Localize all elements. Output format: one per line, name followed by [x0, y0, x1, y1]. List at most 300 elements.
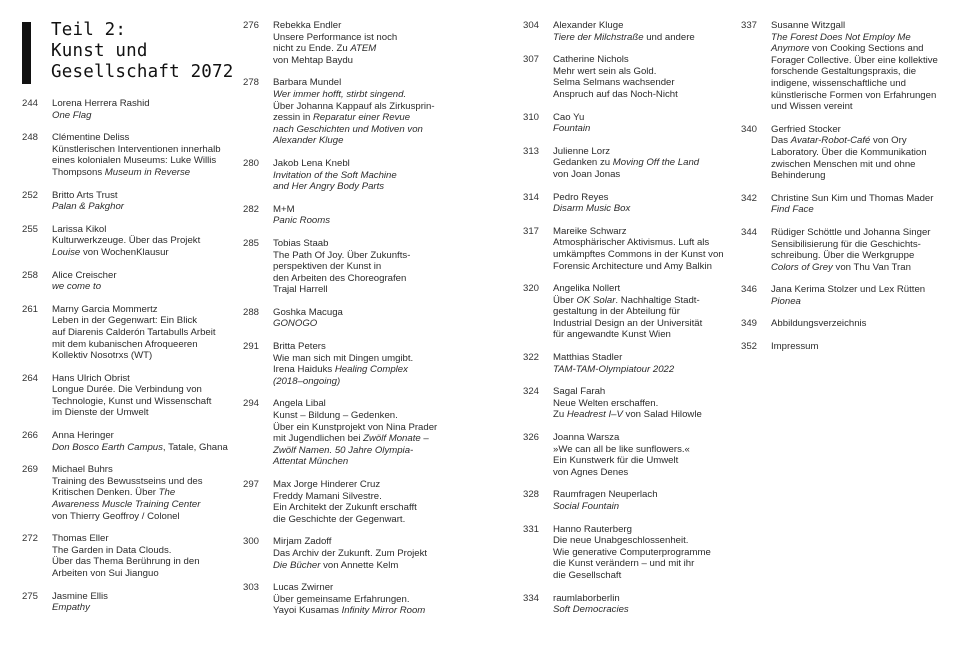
entry-text — [553, 489, 733, 512]
text-segment: den Arbeiten des Choreografen — [273, 272, 407, 284]
page-number: 255 — [22, 223, 39, 235]
text-segment: umkämpftes Commons in der Kunst von — [553, 248, 724, 260]
text-segment: zessin in — [273, 112, 313, 124]
italic-segment: Zwölf Namen. 50 Jahre Olympia- — [273, 444, 414, 456]
entry-text — [273, 341, 473, 387]
italic-segment: -Olympiatour 2022 — [595, 363, 675, 375]
entry-title-line — [273, 273, 473, 285]
entry-author — [553, 146, 733, 158]
entry-title-line — [52, 327, 232, 339]
entry-title-line — [553, 169, 733, 181]
text-segment: Max Jorge Hinderer Cruz — [273, 479, 381, 490]
text-segment: Lucas Zwirner — [273, 582, 334, 594]
entry-title-line — [273, 410, 473, 422]
text-segment: von Annette Kelm — [320, 559, 399, 571]
text-segment: Ein Architekt der Zukunft erschafft — [273, 502, 417, 514]
italic-segment: Find Face — [771, 204, 814, 216]
entry-author — [52, 270, 232, 282]
italic-segment: (2018–ongoing) — [273, 375, 341, 387]
entry-author — [52, 190, 232, 202]
text-segment: Christine Sun Kim und Thomas Mader — [771, 192, 934, 204]
text-segment: Anna Heringer — [52, 430, 114, 442]
entry-title-line — [553, 409, 733, 421]
text-segment: Irena Haiduks — [273, 364, 335, 376]
entry-text — [771, 318, 966, 330]
entry-title-line — [273, 560, 473, 572]
page-number: 275 — [22, 590, 39, 602]
entry-title-line — [771, 55, 966, 67]
italic-segment: Louise — [52, 246, 81, 258]
toc-entry[interactable] — [523, 20, 733, 43]
entry-author — [553, 226, 733, 238]
toc-entry[interactable] — [243, 77, 473, 147]
italic-segment: GONOGO — [273, 318, 318, 330]
entry-author — [52, 132, 232, 144]
entry-title-line — [771, 250, 966, 262]
text-segment: Trajal Harrell — [273, 284, 328, 296]
text-segment: Sagal Farah — [553, 386, 606, 398]
entry-title-line — [771, 90, 966, 102]
entry-title-line — [273, 89, 473, 101]
italic-segment: Alexander Kluge — [273, 135, 344, 147]
toc-entry[interactable] — [243, 582, 473, 617]
entry-title-line — [273, 605, 473, 617]
entry-text — [771, 20, 966, 113]
italic-segment: Die Bücher — [273, 559, 321, 571]
page-number: 307 — [523, 54, 540, 66]
text-segment: Mirjam Zadoff — [273, 536, 332, 548]
text-segment: Britto Arts Trust — [52, 189, 118, 201]
toc-entry[interactable] — [22, 304, 232, 362]
entry-title-line — [273, 376, 473, 388]
entry-author — [771, 193, 966, 205]
entry-author — [771, 124, 966, 136]
entry-title-line — [771, 135, 966, 147]
toc-entry[interactable] — [22, 373, 232, 419]
text-segment: Über ein Kunstprojekt von Nina Prader — [273, 421, 438, 433]
entry-text — [52, 464, 232, 522]
italic-segment: Museum in Reverse — [104, 166, 191, 178]
text-segment: von Ory — [870, 135, 907, 147]
text-segment: Forager Collective. Über eine kollektive — [771, 54, 938, 66]
text-segment: Joanna Warsza — [553, 432, 620, 444]
text-segment: für angewandte Kunst Wien — [553, 329, 671, 341]
toc-entry[interactable] — [523, 146, 733, 181]
entry-author — [273, 238, 473, 250]
page-number: 282 — [243, 203, 260, 215]
page-number: 337 — [741, 20, 758, 31]
text-segment: Susanne Witzgall — [771, 20, 846, 31]
entry-text — [52, 591, 232, 614]
toc-entry[interactable] — [741, 227, 966, 273]
entry-author — [771, 341, 966, 353]
toc-entry[interactable] — [22, 464, 232, 522]
entry-title-line — [553, 501, 733, 513]
page-number: 342 — [741, 192, 758, 204]
page-number: 344 — [741, 226, 758, 238]
entry-author — [52, 373, 232, 385]
entry-title-line — [553, 318, 733, 330]
entry-author — [52, 430, 232, 442]
entry-title-line — [553, 570, 733, 582]
entry-author — [273, 158, 473, 170]
italic-segment: Awareness Muscle Training Center — [52, 499, 201, 511]
page-number: 261 — [22, 303, 39, 315]
text-segment: von Cooking Sections and — [809, 43, 924, 55]
entry-text — [52, 224, 232, 259]
toc-entry[interactable] — [243, 20, 473, 66]
text-segment: forschende Gestaltungspraxis, die — [771, 66, 917, 78]
toc-entry[interactable] — [741, 341, 966, 353]
entry-author — [553, 432, 733, 444]
entry-title-line — [771, 170, 966, 182]
entry-text — [273, 204, 473, 227]
page-number: 310 — [523, 111, 540, 123]
page-number: 285 — [243, 237, 260, 249]
italic-segment: Palan & Pakghor — [52, 201, 124, 213]
entry-title-line — [553, 535, 733, 547]
toc-entry[interactable] — [523, 112, 733, 135]
text-segment: von WochenKlausur — [80, 246, 169, 258]
toc-column-3 — [523, 20, 733, 627]
text-segment: Jasmine Ellis — [52, 590, 108, 602]
toc-entry[interactable] — [523, 489, 733, 512]
text-segment: Catherine Nichols — [553, 54, 629, 66]
entry-text — [553, 226, 733, 272]
entry-title-line — [273, 548, 473, 560]
toc-entry[interactable] — [243, 536, 473, 571]
text-segment: Über das Thema Berührung in den — [52, 556, 200, 568]
text-segment: von Joan Jonas — [553, 168, 621, 180]
toc-entry[interactable] — [22, 190, 232, 213]
text-segment: Impressum — [771, 341, 819, 353]
entry-title-line — [52, 568, 232, 580]
italic-segment: One Flag — [52, 109, 92, 121]
entry-title-line — [553, 547, 733, 559]
page-number: 331 — [523, 523, 540, 535]
text-segment: Kritischen Denken. Über — [52, 487, 159, 499]
toc-entry[interactable] — [243, 238, 473, 296]
toc-entry[interactable] — [22, 591, 232, 614]
italic-segment: Wer immer hofft, stirbt singend. — [273, 88, 407, 100]
text-segment: Über Johanna Kappauf als Zirkusprin- — [273, 100, 435, 112]
entry-text — [553, 524, 733, 582]
entry-title-line — [553, 32, 733, 44]
italic-segment: TAM-TAM — [553, 363, 596, 375]
entry-author — [52, 591, 232, 603]
entry-title-line — [52, 167, 232, 179]
entry-title-line — [771, 159, 966, 171]
text-segment: . Nachhaltige Stadt- — [615, 294, 700, 306]
section-marker-bar — [22, 22, 31, 84]
text-segment: Laboratory. Über die Kommunikation — [771, 146, 927, 158]
entry-title-line — [273, 181, 473, 193]
italic-segment: The — [158, 487, 176, 499]
entry-text — [273, 158, 473, 193]
text-segment: Matthias Stadler — [553, 352, 623, 364]
entry-title-line — [771, 101, 966, 113]
entry-title-line — [771, 296, 966, 308]
italic-segment: Reparatur einer Revue — [313, 112, 411, 124]
text-segment: Zu — [553, 409, 567, 421]
text-segment: im Dienste der Umwelt — [52, 407, 149, 419]
section-title-line: Kunst und — [51, 41, 148, 61]
text-segment: Training des Bewusstseins und des — [52, 475, 203, 487]
entry-title-line — [52, 556, 232, 568]
italic-segment: OK Solar — [576, 294, 616, 306]
entry-title-line — [52, 487, 232, 499]
text-segment: die Geschichte der Gegenwart. — [273, 513, 406, 525]
entry-author — [553, 593, 733, 605]
text-segment: Hans Ulrich Obrist — [52, 372, 130, 384]
toc-entry[interactable] — [523, 593, 733, 616]
entry-author — [273, 479, 473, 491]
text-segment: Jakob Lena Knebl — [273, 157, 350, 169]
entry-text — [52, 430, 232, 453]
toc-column-2 — [243, 20, 473, 628]
entry-title-line — [553, 77, 733, 89]
entry-title-line — [52, 350, 232, 362]
page-number: 322 — [523, 352, 540, 364]
text-segment: Lorena Herrera Rashid — [52, 98, 150, 109]
toc-entry[interactable] — [741, 284, 966, 307]
entry-text — [52, 98, 232, 121]
page-number: 313 — [523, 145, 540, 157]
italic-segment: Moving Off the Land — [612, 157, 700, 169]
italic-segment: Don Bosco Earth Campus — [52, 441, 163, 453]
toc-entry[interactable] — [523, 192, 733, 215]
text-segment: indigene, wissenschaftliche und — [771, 77, 906, 89]
text-segment: Wie generative Computerprogramme — [553, 546, 711, 558]
italic-segment: Tiere der Milchstraße — [553, 31, 644, 43]
text-segment: Mareike Schwarz — [553, 225, 627, 237]
toc-entry[interactable] — [523, 226, 733, 272]
entry-title-line — [553, 66, 733, 78]
entry-title-line — [52, 511, 232, 523]
entry-author — [553, 352, 733, 364]
text-segment: die Gesellschaft — [553, 569, 622, 581]
entry-title-line — [771, 78, 966, 90]
page-number: 278 — [243, 77, 260, 89]
text-segment: Arbeiten von Sui Jianguo — [52, 568, 159, 579]
toc-entry[interactable] — [22, 224, 232, 259]
toc-entry[interactable] — [741, 193, 966, 216]
page-number: 314 — [523, 191, 540, 203]
text-segment: Longue Durée. Die Verbindung von — [52, 384, 202, 396]
entry-title-line — [771, 32, 966, 44]
toc-entry[interactable] — [243, 341, 473, 387]
entry-text — [52, 270, 232, 293]
entry-author — [273, 582, 473, 594]
entry-title-line — [52, 155, 232, 167]
text-segment: schreibung. Über die Werkgruppe — [771, 250, 915, 262]
text-segment: von Thierry Geoffroy / Colonel — [52, 510, 180, 522]
entry-title-line — [553, 237, 733, 249]
toc-entry[interactable] — [243, 307, 473, 330]
text-segment: Anspruch auf das Noch-Nicht — [553, 88, 678, 100]
toc-entry[interactable] — [243, 479, 473, 525]
entry-title-line — [273, 491, 473, 503]
page-number: 276 — [243, 20, 260, 31]
toc-entry[interactable] — [22, 533, 232, 579]
entry-title-line — [771, 204, 966, 216]
entry-text — [52, 373, 232, 419]
entry-title-line — [52, 407, 232, 419]
italic-segment: Empathy — [52, 602, 90, 614]
entry-author — [52, 464, 232, 476]
toc-entry[interactable] — [741, 20, 966, 113]
page-number: 269 — [22, 464, 39, 476]
text-segment: Yayoi Kusamas — [273, 605, 342, 617]
toc-entry[interactable] — [741, 124, 966, 182]
toc-column-4 — [741, 20, 966, 364]
entry-text — [553, 593, 733, 616]
text-segment: Abbildungsverzeichnis — [771, 318, 867, 330]
page-number: 317 — [523, 225, 540, 237]
entry-title-line — [52, 476, 232, 488]
entry-title-line — [771, 147, 966, 159]
entry-text — [273, 77, 473, 147]
entry-title-line — [52, 499, 232, 511]
page-number: 244 — [22, 98, 39, 109]
entry-title-line — [771, 43, 966, 55]
entry-title-line — [553, 329, 733, 341]
text-segment: Behinderung — [771, 170, 826, 182]
entry-text — [52, 533, 232, 579]
entry-text — [553, 146, 733, 181]
text-segment: Clémentine Deliss — [52, 132, 130, 144]
entry-title-line — [273, 514, 473, 526]
entry-title-line — [771, 239, 966, 251]
toc-entry[interactable] — [22, 98, 232, 121]
page-number: 328 — [523, 489, 540, 501]
toc-entry[interactable] — [523, 432, 733, 478]
entry-title-line — [52, 545, 232, 557]
text-segment: The Garden in Data Clouds. — [52, 544, 172, 556]
italic-segment: Invitation of the Soft Machine — [273, 169, 397, 181]
entry-author — [273, 398, 473, 410]
entry-title-line — [273, 456, 473, 468]
toc-entry[interactable] — [523, 524, 733, 582]
text-segment: Thomas Eller — [52, 533, 109, 545]
text-segment: raumlaborberlin — [553, 592, 620, 604]
entry-title-line — [52, 396, 232, 408]
toc-entry[interactable] — [523, 283, 733, 341]
entry-title-line — [273, 43, 473, 55]
text-segment: Julienne Lorz — [553, 145, 611, 157]
entry-author — [553, 20, 733, 32]
entry-text — [553, 432, 733, 478]
italic-segment: Social Fountain — [553, 501, 620, 512]
entry-title-line — [553, 455, 733, 467]
toc-entry[interactable] — [741, 318, 966, 330]
text-segment: Forensic Architecture und Amy Balkin — [553, 260, 712, 272]
entry-title-line — [273, 170, 473, 182]
text-segment: Unsere Performance ist noch — [273, 31, 398, 43]
text-segment: M+M — [273, 203, 295, 215]
page-number: 264 — [22, 372, 39, 384]
entry-text — [52, 190, 232, 213]
text-segment: und andere — [643, 31, 695, 43]
text-segment: The Path Of Joy. Über Zukunfts- — [273, 249, 411, 261]
toc-entry[interactable] — [243, 158, 473, 193]
entry-author — [273, 536, 473, 548]
page-number: 340 — [741, 123, 758, 135]
entry-text — [52, 132, 232, 178]
toc-entry[interactable] — [22, 430, 232, 453]
entry-title-line — [52, 144, 232, 156]
entry-author — [553, 386, 733, 398]
entry-author — [553, 54, 733, 66]
entry-title-line — [553, 444, 733, 456]
italic-segment: we come to — [52, 281, 102, 293]
entry-title-line — [52, 602, 232, 614]
entry-title-line — [553, 249, 733, 261]
entry-title-line — [273, 135, 473, 147]
text-segment: Sensibilisierung für die Geschichts- — [771, 238, 921, 250]
italic-segment: Fountain — [553, 123, 591, 135]
entry-author — [273, 204, 473, 216]
entry-author — [553, 524, 733, 536]
text-segment: Mehr wert sein als Gold. — [553, 65, 657, 77]
page-number: 352 — [741, 341, 758, 353]
entry-author — [771, 20, 966, 32]
text-segment: Larissa Kikol — [52, 223, 107, 235]
text-segment: mit Jugendlichen bei — [273, 433, 364, 445]
entry-title-line — [553, 203, 733, 215]
text-segment: Freddy Mamani Silvestre. — [273, 490, 382, 502]
text-segment: Marny Garcia Mommertz — [52, 303, 158, 315]
toc-entry[interactable] — [523, 352, 733, 375]
entry-title-line — [273, 445, 473, 457]
entry-title-line — [553, 89, 733, 101]
entry-text — [771, 193, 966, 216]
toc-entry[interactable] — [22, 132, 232, 178]
toc-entry[interactable] — [523, 54, 733, 100]
entry-title-line — [553, 398, 733, 410]
text-segment: die Kunst verändern – und mit ihr — [553, 558, 695, 570]
entry-title-line — [273, 594, 473, 606]
entry-title-line — [771, 262, 966, 274]
entry-text — [273, 307, 473, 330]
page-number: 258 — [22, 269, 39, 281]
entry-title-line — [52, 110, 232, 122]
text-segment: , Tatale, Ghana — [162, 441, 228, 453]
entry-title-line — [553, 364, 733, 376]
entry-title-line — [273, 261, 473, 273]
entry-author — [273, 341, 473, 353]
page-number: 334 — [523, 592, 540, 604]
text-segment: und Wissen vereint — [771, 101, 853, 113]
toc-entry[interactable] — [243, 204, 473, 227]
entry-author — [273, 20, 473, 32]
text-segment: Jana Kerima Stolzer und Lex Rütten — [771, 284, 926, 296]
italic-segment: Pionea — [771, 295, 801, 307]
toc-entry[interactable] — [22, 270, 232, 293]
entry-text — [771, 284, 966, 307]
page-number: 252 — [22, 189, 39, 201]
entry-title-line — [52, 247, 232, 259]
entry-title-line — [273, 422, 473, 434]
text-segment: Neue Welten erschaffen. — [553, 397, 659, 409]
entry-text — [273, 582, 473, 617]
entry-title-line — [273, 502, 473, 514]
entry-author — [52, 533, 232, 545]
text-segment: Michael Buhrs — [52, 464, 113, 476]
toc-entry[interactable] — [523, 386, 733, 421]
section-title-line: Gesellschaft 2072 — [51, 62, 234, 82]
toc-entry[interactable] — [243, 398, 473, 468]
